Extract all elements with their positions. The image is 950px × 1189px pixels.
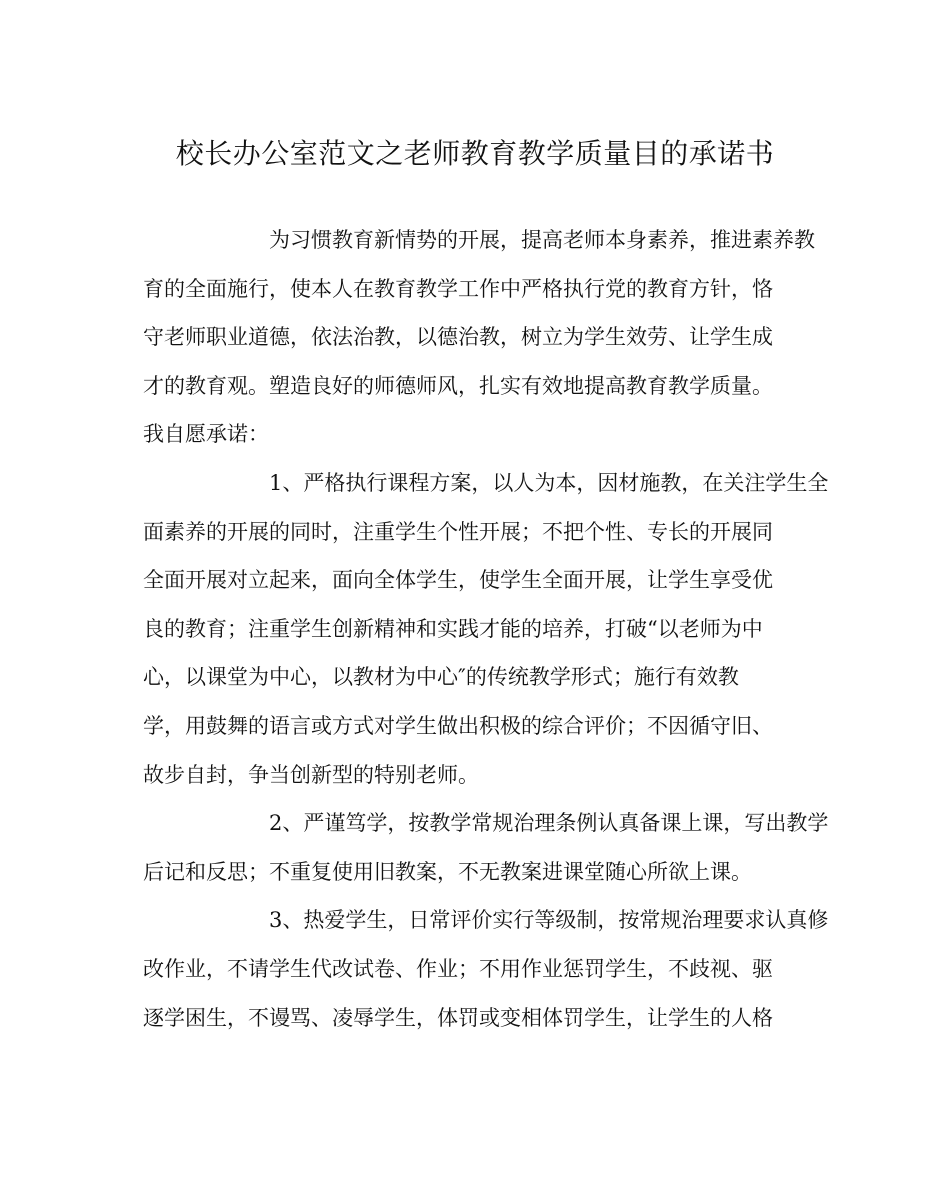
- text-line: 育的全面施行，使本人在教育教学工作中严格执行党的教育方针，恪: [143, 276, 773, 301]
- text-line: 面素养的开展的同时，注重学生个性开展；不把个性、专长的开展同: [143, 519, 773, 544]
- text-line: 良的教育；注重学生创新精神和实践才能的培养，打破“以老师为中: [143, 616, 763, 641]
- text-line: 改作业，不请学生代改试卷、作业；不用作业惩罚学生，不歧视、驱: [143, 956, 773, 981]
- text-line: 故步自封，争当创新型的特别老师。: [143, 762, 479, 787]
- text-line: 1、严格执行课程方案，以人为本，因材施教，在关注学生全: [269, 470, 829, 495]
- text-line: 3、热爱学生，日常评价实行等级制，按常规治理要求认真修: [269, 908, 829, 933]
- text-line: 守老师职业道德，依法治教，以德治教，树立为学生效劳、让学生成: [143, 325, 773, 350]
- paragraph-intro: [143, 216, 815, 459]
- text-line: 全面开展对立起来，面向全体学生，使学生全面开展，让学生享受优: [143, 568, 773, 593]
- paragraph-item-1: [143, 459, 829, 799]
- text-line: 为习惯教育新情势的开展，提高老师本身素养，推进素养教: [269, 228, 815, 252]
- text-line: 逐学困生，不谩骂、凌辱学生，体罚或变相体罚学生，让学生的人格: [143, 1005, 773, 1030]
- text-line: 我自愿承诺：: [143, 422, 269, 447]
- document-title: 校长办公室范文之老师教育教学质量目的承诺书: [175, 137, 775, 170]
- text-line: 2、严谨笃学，按教学常规治理条例认真备课上课，写出教学: [269, 811, 829, 836]
- text-line: 学，用鼓舞的语言或方式对学生做出积极的综合评价；不因循守旧、: [143, 713, 773, 738]
- paragraph-item-2: [143, 799, 829, 896]
- text-line: 才的教育观。塑造良好的师德师风，扎实有效地提高教育教学质量。: [143, 373, 773, 398]
- document-body: [143, 216, 829, 1042]
- text-line: 心，以课堂为中心，以教材为中心″的传统教学形式；施行有效教: [143, 665, 739, 690]
- text-line: 后记和反思；不重复使用旧教案，不无教案进课堂随心所欲上课。: [143, 859, 752, 884]
- paragraph-item-3: [143, 896, 829, 1042]
